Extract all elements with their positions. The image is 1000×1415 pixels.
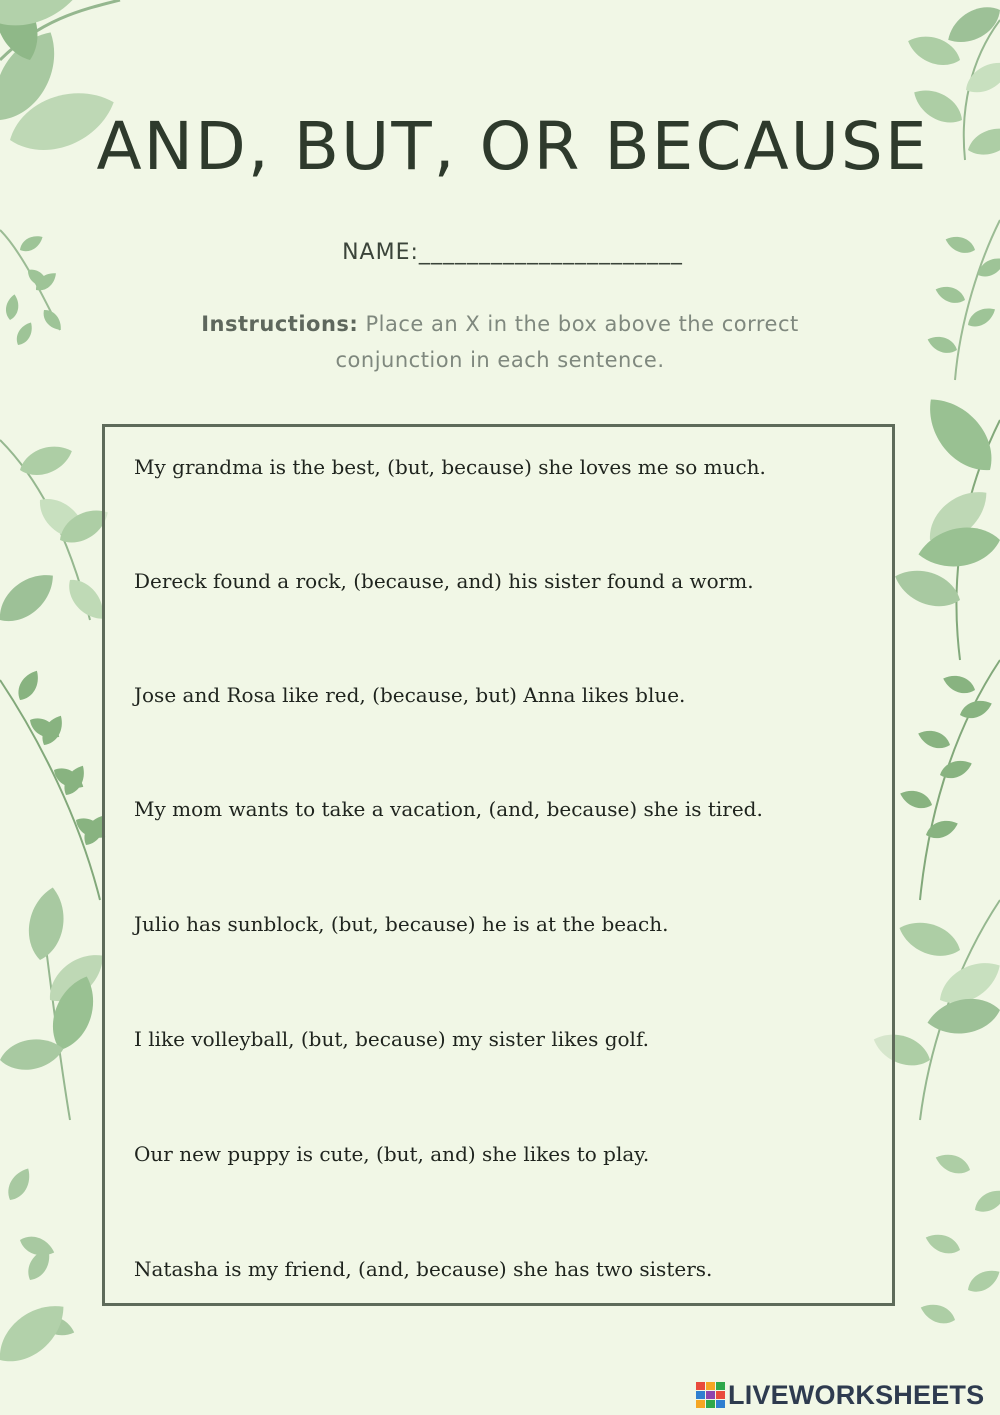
worksheet-title: AND, BUT, OR BECAUSE	[96, 108, 929, 185]
sentence-7[interactable]: Our new puppy is cute, (but, and) she likes to play.	[134, 1142, 650, 1166]
sentence-6[interactable]: I like volleyball, (but, because) my sister likes golf.	[134, 1027, 649, 1051]
sentence-2[interactable]: Dereck found a rock, (because, and) his sister found a worm.	[134, 569, 754, 593]
liveworksheets-logo[interactable]	[696, 1380, 984, 1410]
sentence-1[interactable]: My grandma is the best, (but, because) she loves me so much.	[134, 455, 766, 479]
sentence-5[interactable]: Julio has sunblock, (but, because) he is at the beach.	[134, 912, 669, 936]
liveworksheets-mark-icon	[696, 1382, 724, 1408]
name-field-line[interactable]: NAME:______________________	[342, 240, 683, 265]
instructions-lead: Instructions:	[201, 312, 359, 336]
instructions-text: Place an X in the box above the correct conjunction in each sentence.	[335, 312, 799, 372]
instructions	[160, 306, 840, 378]
sentence-8[interactable]: Natasha is my friend, (and, because) she has two sisters.	[134, 1257, 713, 1281]
liveworksheets-logo-text: LIVEWORKSHEETS	[728, 1379, 985, 1410]
sentence-3[interactable]: Jose and Rosa like red, (because, but) Anna likes blue.	[134, 683, 686, 707]
sentence-frame	[102, 424, 895, 1306]
sentence-4[interactable]: My mom wants to take a vacation, (and, because) she is tired.	[134, 797, 763, 821]
